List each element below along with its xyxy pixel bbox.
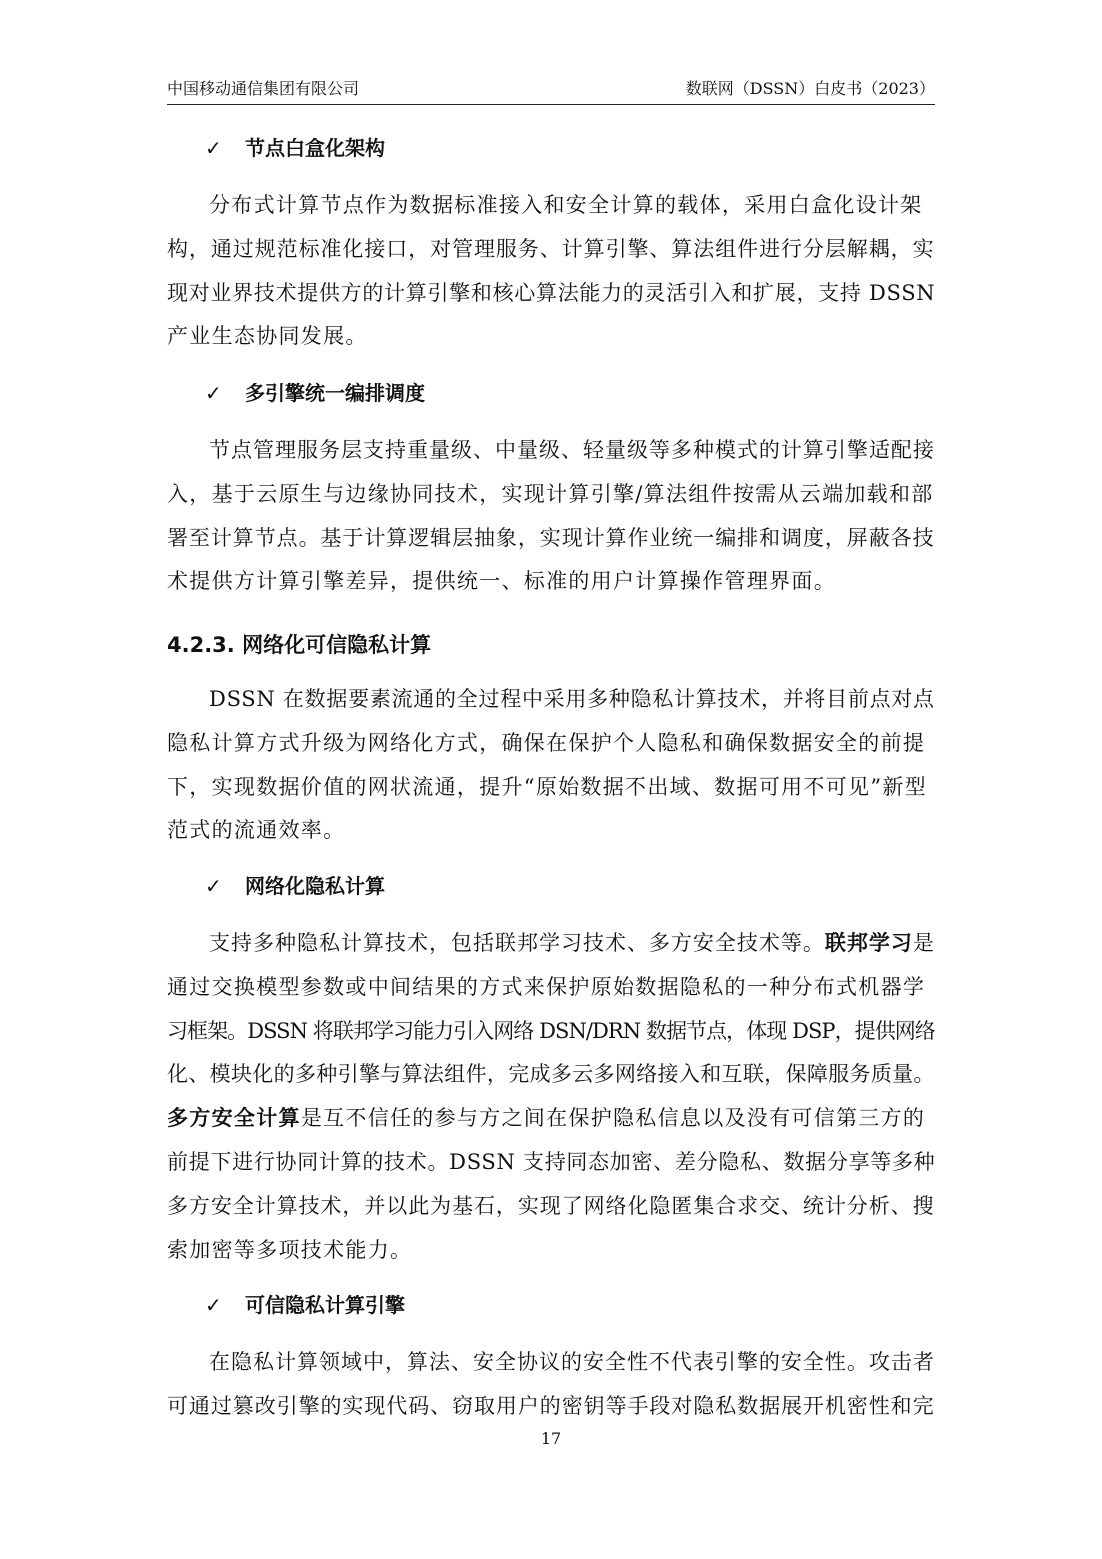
paragraph-line: 构，通过规范标准化接口，对管理服务、计算引擎、算法组件进行分层解耦，实 — [167, 236, 935, 261]
subheading-trusted-privacy-engine — [167, 1290, 935, 1320]
paragraph-line: 现对业界技术提供方的计算引擎和核心算法能力的灵活引入和扩展，支持 DSSN — [167, 280, 935, 305]
subheading-networked-privacy — [167, 871, 935, 901]
checkmark-icon: ✓ — [205, 381, 222, 405]
paragraph-line: 索加密等多项技术能力。 — [167, 1237, 413, 1262]
paragraph-line: 隐私计算方式升级为网络化方式，确保在保护个人隐私和确保数据安全的前提 — [167, 730, 926, 755]
paragraph-line: 入，基于云原生与边缘协同技术，实现计算引擎/算法组件按需从云端加载和部 — [167, 481, 934, 506]
paragraph-line: 分布式计算节点作为数据标准接入和安全计算的载体，采用白盒化设计架 — [209, 193, 923, 217]
paragraph-line: 范式的流通效率。 — [167, 818, 346, 843]
paragraph-line: 可通过篡改引擎的实现代码、窃取用户的密钥等手段对隐私数据展开机密性和完 — [167, 1393, 935, 1418]
section-heading-4-2-3: 4.2.3. 网络化可信隐私计算 — [167, 633, 432, 657]
checkmark-icon: ✓ — [205, 1293, 222, 1317]
paragraph-line: 通过交换模型参数或中间结果的方式来保护原始数据隐私的一种分布式机器学 — [167, 974, 926, 999]
text-run: 是互不信任的参与方之间在保护隐私信息以及没有可信第三方的 — [300, 1106, 926, 1131]
paragraph-line: 前提下进行协同计算的技术。DSSN 支持同态加密、差分隐私、数据分享等多种 — [167, 1149, 935, 1174]
subheading-multi-engine-scheduling — [167, 378, 935, 408]
text-run: 支持多种隐私计算技术，包括联邦学习技术、多方安全技术等。 — [209, 931, 825, 955]
paragraph-line: 习框架。DSSN 将联邦学习能力引入网络 DSN/DRN 数据节点，体现 DSP，提供网络 — [167, 1018, 935, 1043]
subheading-text: 可信隐私计算引擎 — [245, 1293, 405, 1317]
subheading-text: 多引擎统一编排调度 — [245, 381, 425, 405]
paragraph-line — [167, 1097, 935, 1141]
subheading-text: 节点白盒化架构 — [245, 136, 385, 160]
paragraph-line: 署至计算节点。基于计算逻辑层抽象，实现计算作业统一编排和调度，屏蔽各技 — [167, 525, 935, 550]
paragraph-line: DSSN 在数据要素流通的全过程中采用多种隐私计算技术，并将目前点对点 — [209, 687, 935, 711]
term-secure-multiparty-computation: 多方安全计算 — [167, 1106, 301, 1131]
term-federated-learning: 联邦学习 — [824, 931, 913, 955]
paragraph-line — [167, 922, 935, 966]
text-run: 是 — [912, 931, 935, 955]
page-number: 17 — [540, 1429, 562, 1448]
paragraph-line: 在隐私计算领域中，算法、安全协议的安全性不代表引擎的安全性。攻击者 — [209, 1350, 935, 1374]
paragraph-line: 节点管理服务层支持重量级、中量级、轻量级等多种模式的计算引擎适配接 — [209, 438, 935, 462]
paragraph-line: 术提供方计算引擎差异，提供统一、标准的用户计算操作管理界面。 — [167, 569, 836, 594]
checkmark-icon: ✓ — [205, 136, 222, 160]
paragraph-trusted-engine — [167, 1341, 935, 1429]
paragraph-multi-engine — [167, 429, 935, 604]
checkmark-icon: ✓ — [205, 874, 222, 898]
paragraph-networked-privacy — [167, 922, 935, 1272]
header-document-title: 数联网（DSSN）白皮书（2023） — [685, 79, 935, 98]
paragraph-line: 多方安全计算技术，并以此为基石，实现了网络化隐匿集合求交、统计分析、搜 — [167, 1193, 935, 1218]
subheading-text: 网络化隐私计算 — [245, 874, 385, 898]
paragraph-whitebox — [167, 184, 935, 359]
paragraph-line: 下，实现数据价值的网状流通，提升“原始数据不出域、数据可用不可见”新型 — [167, 774, 927, 799]
paragraph-networked-privacy-intro — [167, 678, 935, 853]
page-header — [167, 78, 935, 105]
subheading-whitebox-architecture — [167, 133, 935, 163]
header-organization: 中国移动通信集团有限公司 — [167, 79, 360, 98]
paragraph-line: 化、模块化的多种引擎与算法组件，完成多云多网络接入和互联，保障服务质量。 — [167, 1062, 935, 1087]
paragraph-line: 产业生态协同发展。 — [167, 324, 368, 349]
